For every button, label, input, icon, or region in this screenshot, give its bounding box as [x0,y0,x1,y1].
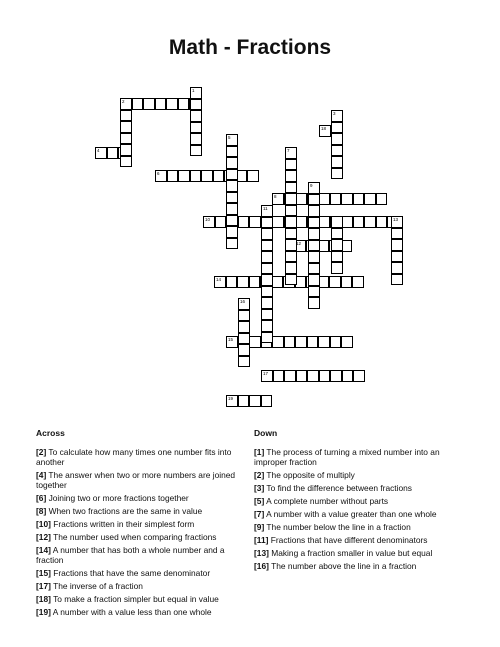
clue-text: To find the difference between fractions [264,483,412,493]
grid-cell[interactable] [341,276,353,288]
clue-text: Fractions that have the same denominator [50,568,211,578]
clue-item [254,522,450,532]
clue-item [36,545,242,565]
grid-cell[interactable] [353,216,365,228]
grid-cell[interactable] [190,133,202,145]
grid-cell[interactable] [285,239,297,251]
grid-cell[interactable] [285,251,297,263]
grid-cell[interactable] [107,147,119,159]
clue-number: [10] [36,519,51,529]
cell-number: 14 [216,277,222,282]
grid-cell[interactable] [308,205,320,217]
grid-cell[interactable] [308,297,320,309]
clue-number: [15] [36,568,51,578]
grid-cell[interactable] [341,216,353,228]
clue-number: [18] [36,594,51,604]
grid-cell[interactable] [226,134,238,146]
clue-item [36,607,242,617]
puzzle-title: Math - Fractions [168,36,332,59]
cell-number: 3 [333,111,336,116]
clue-number: [14] [36,545,51,555]
grid-cell[interactable] [132,98,144,110]
across-heading: Across [36,428,65,438]
grid-cell[interactable] [331,110,343,122]
clue-item [36,568,242,578]
grid-cell[interactable] [261,320,273,332]
clue-text: Making a fraction smaller in value but equal [268,548,433,558]
cell-number: 19 [228,396,234,401]
down-clues [254,428,450,574]
grid-cell[interactable] [308,274,320,286]
grid-cell[interactable] [285,193,297,205]
grid-cell[interactable] [330,336,342,348]
grid-cell[interactable] [226,157,238,169]
clue-item [254,535,450,545]
grid-cell[interactable] [353,370,365,382]
grid-cell[interactable] [308,182,320,194]
grid-cell[interactable] [215,216,227,228]
grid-cell[interactable] [238,298,250,310]
grid-cell[interactable] [342,370,354,382]
grid-cell[interactable] [226,180,238,192]
grid-cell[interactable] [391,239,403,251]
grid-cell[interactable] [247,170,259,182]
grid-cell[interactable] [284,336,296,348]
clue-item [254,561,450,571]
clue-item [254,509,450,519]
grid-cell[interactable] [391,262,403,274]
clue-number: [5] [254,496,265,506]
clue-item [36,470,242,490]
grid-cell[interactable] [284,370,296,382]
cell-number: 16 [240,299,246,304]
clue-number: [12] [36,532,51,542]
grid-cell[interactable] [226,336,238,348]
grid-cell[interactable] [331,168,343,180]
clue-item [36,447,242,467]
grid-cell[interactable] [318,193,330,205]
grid-cell[interactable] [249,395,261,407]
clue-text: When two fractions are the same in value [46,506,203,516]
grid-cell[interactable] [285,216,297,228]
clue-number: [11] [254,535,269,545]
clue-number: [8] [36,506,47,516]
clue-text: The inverse of a fraction [50,581,143,591]
grid-cell[interactable] [238,356,250,368]
clue-number: [3] [254,483,265,493]
clue-number: [19] [36,607,51,617]
grid-cell[interactable] [226,226,238,238]
clue-item [254,548,450,558]
grid-cell[interactable] [120,98,132,110]
grid-cell[interactable] [120,144,132,156]
clue-text: A number with a value less than one whole [50,607,212,617]
grid-cell[interactable] [226,238,238,250]
grid-cell[interactable] [285,170,297,182]
grid-cell[interactable] [213,170,225,182]
clue-text: The number used when comparing fractions [50,532,217,542]
grid-cell[interactable] [353,193,365,205]
cell-number: 1 [192,88,195,93]
grid-cell[interactable] [261,217,273,229]
cell-number: 7 [287,148,290,153]
grid-cell[interactable] [331,216,343,228]
grid-cell[interactable] [308,240,320,252]
grid-cell[interactable] [376,216,388,228]
grid-cell[interactable] [238,344,250,356]
cell-number: 9 [310,183,313,188]
grid-cell[interactable] [155,98,167,110]
grid-cell[interactable] [261,370,273,382]
cell-number: 10 [205,217,211,222]
grid-cell[interactable] [249,276,261,288]
grid-cell[interactable] [190,99,202,111]
grid-cell[interactable] [307,336,319,348]
grid-cell[interactable] [319,370,331,382]
clue-text: The number above the line in a fraction [268,561,417,571]
down-heading: Down [254,428,278,438]
grid-cell[interactable] [214,276,226,288]
grid-cell[interactable] [120,121,132,133]
grid-cell[interactable] [295,216,307,228]
grid-cell[interactable] [341,193,353,205]
grid-cell[interactable] [391,274,403,286]
grid-cell[interactable] [285,159,297,171]
grid-cell[interactable] [330,193,342,205]
grid-cell[interactable] [329,276,341,288]
clue-number: [16] [254,561,269,571]
grid-cell[interactable] [226,215,238,227]
clue-text: Fractions written in their simplest form [50,519,195,529]
grid-cell[interactable] [296,370,308,382]
grid-cell[interactable] [178,170,190,182]
grid-cell[interactable] [285,228,297,240]
grid-cell[interactable] [331,122,343,134]
grid-cell[interactable] [285,205,297,217]
grid-cell[interactable] [167,170,179,182]
clue-text: To calculate how many times one number fits into another [36,447,232,467]
grid-cell[interactable] [226,395,238,407]
clue-number: [13] [254,548,269,558]
clue-item [254,447,450,467]
grid-cell[interactable] [238,321,250,333]
cell-number: 4 [97,148,100,153]
grid-cell[interactable] [155,170,167,182]
grid-cell[interactable] [143,98,155,110]
cell-number: 11 [263,206,268,211]
clue-item [254,483,450,493]
grid-cell[interactable] [238,395,250,407]
clue-item [254,496,450,506]
grid-cell[interactable] [308,228,320,240]
grid-cell[interactable] [249,216,261,228]
grid-cell[interactable] [261,240,273,252]
clue-text: The answer when two or more numbers are joined together [36,470,236,490]
grid-cell[interactable] [261,286,273,298]
clue-number: [1] [254,447,265,457]
clue-item [36,493,242,503]
grid-cell[interactable] [272,216,284,228]
grid-cell[interactable] [295,336,307,348]
grid-cell[interactable] [226,192,238,204]
grid-cell[interactable] [391,251,403,263]
clue-item [36,506,242,516]
grid-cell[interactable] [376,193,388,205]
clue-number: [4] [36,470,47,480]
clue-item [36,519,242,529]
grid-cell[interactable] [120,110,132,122]
grid-cell[interactable] [190,170,202,182]
grid-cell[interactable] [331,156,343,168]
grid-cell[interactable] [120,133,132,145]
cell-number: 18 [321,126,327,131]
grid-cell[interactable] [308,217,320,229]
grid-cell[interactable] [295,193,307,205]
grid-cell[interactable] [249,336,261,348]
cell-number: 12 [296,241,302,246]
grid-cell[interactable] [201,170,213,182]
cell-number: 5 [228,135,231,140]
clue-text: A complete number without parts [264,496,389,506]
clue-number: [2] [254,470,265,480]
grid-cell[interactable] [226,169,238,181]
grid-cell[interactable] [273,370,285,382]
grid-cell[interactable] [261,332,273,344]
grid-cell[interactable] [190,122,202,134]
grid-cell[interactable] [331,262,343,274]
grid-cell[interactable] [226,146,238,158]
grid-cell[interactable] [272,336,284,348]
grid-cell[interactable] [352,276,364,288]
grid-cell[interactable] [285,182,297,194]
grid-cell[interactable] [261,251,273,263]
grid-cell[interactable] [331,251,343,263]
clue-text: The number below the line in a fraction [264,522,411,532]
clue-text: The opposite of multiply [264,470,355,480]
grid-cell[interactable] [331,133,343,145]
grid-cell[interactable] [226,203,238,215]
grid-cell[interactable] [238,310,250,322]
grid-cell[interactable] [391,228,403,240]
grid-cell[interactable] [203,216,215,228]
grid-cell[interactable] [261,395,273,407]
clue-item [254,470,450,480]
cell-number: 8 [274,194,277,199]
cell-number: 17 [263,371,269,376]
grid-cell[interactable] [261,297,273,309]
grid-cell[interactable] [331,228,343,240]
clue-number: [7] [254,509,265,519]
cell-number: 2 [122,99,125,104]
grid-cell[interactable] [341,336,353,348]
grid-cell[interactable] [318,216,330,228]
grid-cell[interactable] [285,147,297,159]
grid-cell[interactable] [364,216,376,228]
grid-cell[interactable] [308,251,320,263]
grid-cell[interactable] [178,98,190,110]
grid-cell[interactable] [391,216,403,228]
grid-cell[interactable] [261,228,273,240]
grid-cell[interactable] [120,156,132,168]
clue-text: Joining two or more fractions together [46,493,189,503]
grid-cell[interactable] [285,262,297,274]
clue-number: [17] [36,581,51,591]
clue-text: Fractions that have different denominators [268,535,428,545]
grid-cell[interactable] [190,110,202,122]
clue-number: [2] [36,447,47,457]
grid-cell[interactable] [190,87,202,99]
grid-cell[interactable] [261,309,273,321]
cell-number: 15 [228,337,234,342]
cell-number: 13 [393,217,399,222]
grid-cell[interactable] [190,145,202,157]
clue-text: A number that has both a whole number and a fraction [36,545,225,565]
grid-cell[interactable] [95,147,107,159]
grid-cell[interactable] [261,205,273,217]
grid-cell[interactable] [331,145,343,157]
grid-cell[interactable] [261,274,273,286]
grid-cell[interactable] [272,193,284,205]
clue-number: [9] [254,522,265,532]
grid-cell[interactable] [261,263,273,275]
grid-cell[interactable] [319,125,331,137]
clue-number: [6] [36,493,47,503]
grid-cell[interactable] [238,333,250,345]
clue-text: To make a fraction simpler but equal in value [50,594,219,604]
grid-cell[interactable] [330,370,342,382]
grid-cell[interactable] [272,276,284,288]
grid-cell[interactable] [285,274,297,286]
grid-cell[interactable] [318,336,330,348]
clue-item [36,594,242,604]
grid-cell[interactable] [237,276,249,288]
clue-text: A number with a value greater than one whole [264,509,437,519]
clue-text: The process of turning a mixed number into an improper fraction [254,447,440,467]
grid-cell[interactable] [308,194,320,206]
cell-number: 6 [157,171,160,176]
grid-cell[interactable] [238,216,250,228]
grid-cell[interactable] [364,193,376,205]
clue-item [36,581,242,591]
grid-cell[interactable] [226,276,238,288]
grid-cell[interactable] [331,239,343,251]
grid-cell[interactable] [307,370,319,382]
grid-cell[interactable] [308,286,320,298]
grid-cell[interactable] [308,263,320,275]
grid-cell[interactable] [166,98,178,110]
across-clues [36,428,242,620]
clue-item [36,532,242,542]
